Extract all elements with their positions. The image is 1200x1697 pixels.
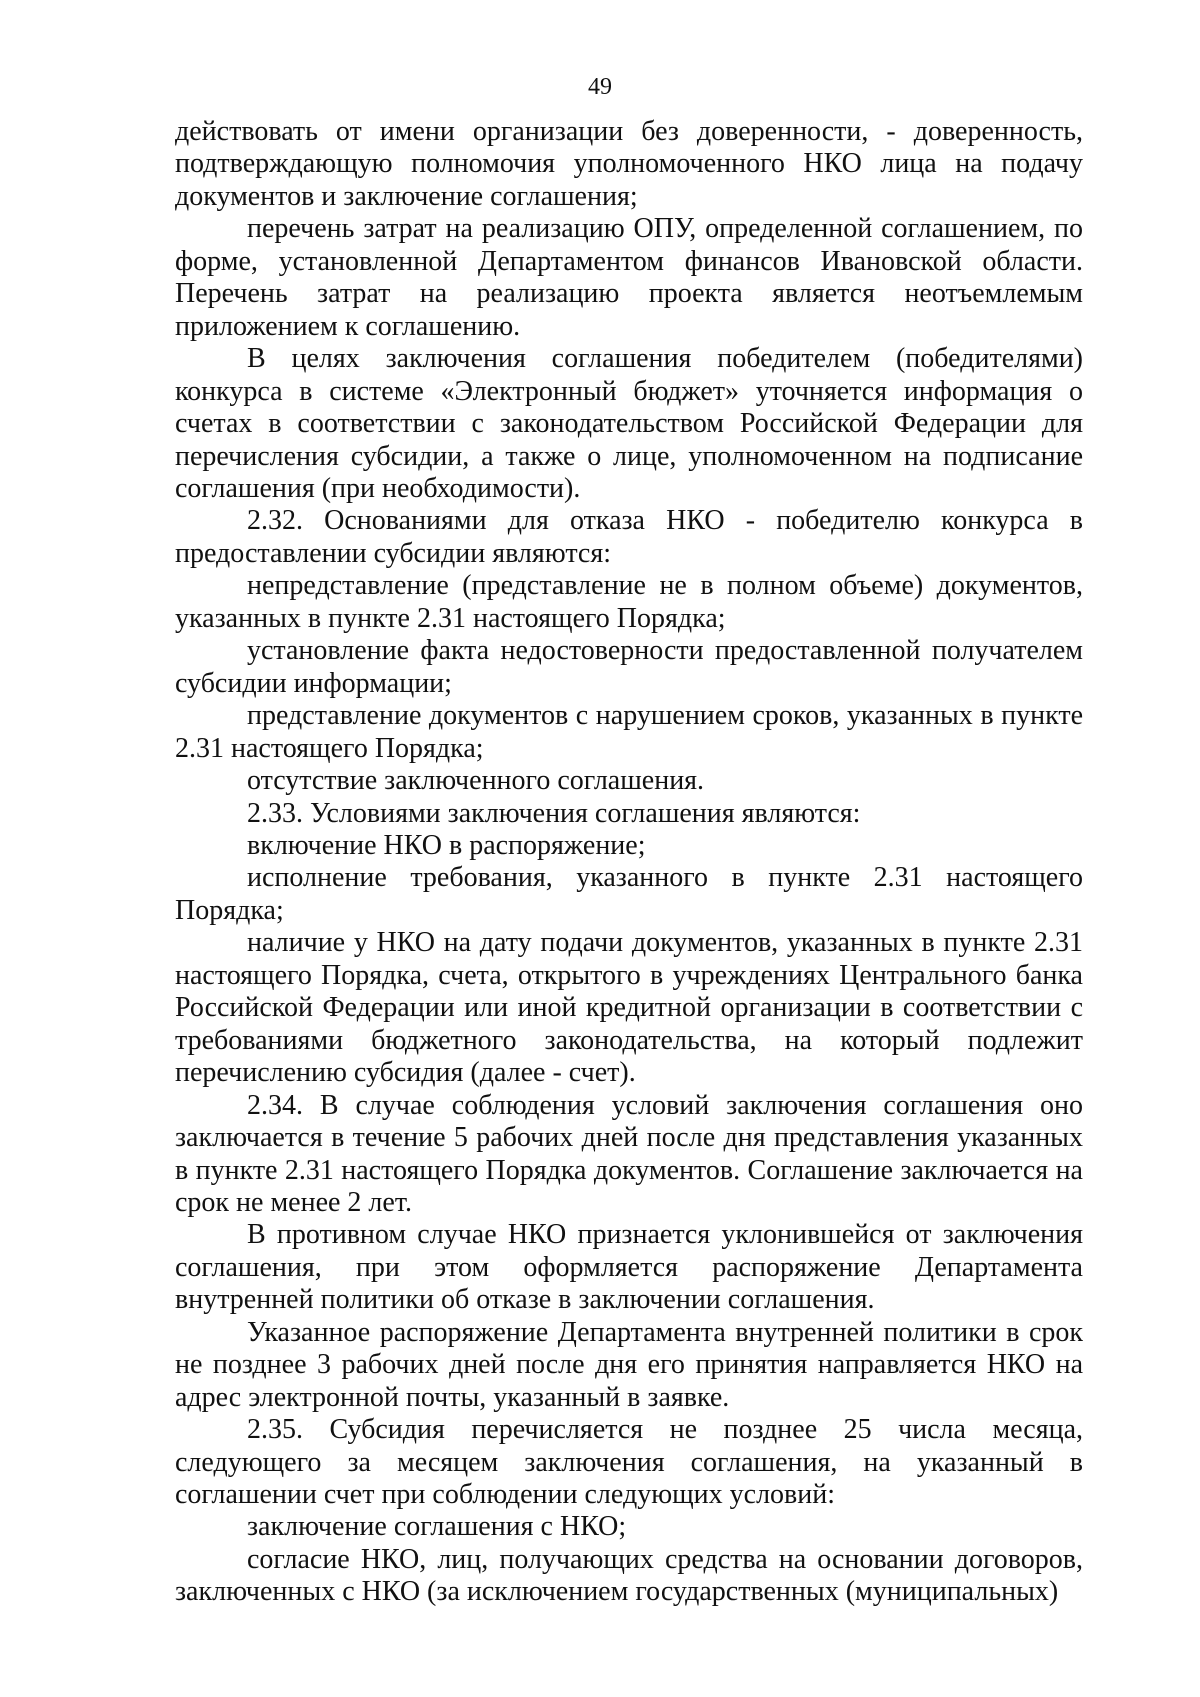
document-body — [175, 116, 1083, 1609]
list-item-unreliable-info: установление факта недостоверности предоставленной получателем субсидии информации; — [175, 635, 1083, 699]
paragraph-2-35: 2.35. Субсидия перечисляется не позднее 25 числа месяца, следующего за месяцем заключения соглашения, на указанный в соглашении счет при соблюдении следующих условий: — [175, 1414, 1083, 1511]
paragraph-2-32: 2.32. Основаниями для отказа НКО - победителю конкурса в предоставлении субсидии являются: — [175, 505, 1083, 569]
paragraph-2-34: 2.34. В случае соблюдения условий заключения соглашения оно заключается в течение 5 рабочих дней после дня представления указанных в пункте 2.31 настоящего Порядка документов. Соглашение заключается на срок не менее 2 лет. — [175, 1089, 1083, 1218]
list-item-non-submission: непредставление (представление не в полном объеме) документов, указанных в пункте 2.31 настоящего Порядка; — [175, 570, 1083, 634]
list-item-consent: согласие НКО, лиц, получающих средства на основании договоров, заключенных с НКО (за исключением государственных (муниципальных) — [175, 1543, 1083, 1608]
paragraph-evasion: В противном случае НКО признается уклонившейся от заключения соглашения, при этом оформляется распоряжение Департамента внутренней политики об отказе в заключении соглашения. — [175, 1219, 1083, 1316]
list-item-conclusion: заключение соглашения с НКО; — [247, 1511, 627, 1543]
paragraph-2-33: 2.33. Условиями заключения соглашения являются: — [247, 797, 861, 829]
paragraph-cost-list: перечень затрат на реализацию ОПУ, определенной соглашением, по форме, установленной Департаментом финансов Ивановской области. Перечень затрат на реализацию проекта является неотъемлемым приложением к соглашению. — [175, 213, 1083, 342]
page-number: 49 — [588, 74, 612, 100]
list-item-requirement: исполнение требования, указанного в пункте 2.31 настоящего Порядка; — [175, 862, 1083, 926]
list-item-account: наличие у НКО на дату подачи документов, указанных в пункте 2.31 настоящего Порядка, счета, открытого в учреждениях Центрального банка Российской Федерации или иной кредитной организации в соответствии с требованиями бюджетного законодательства, на который подлежит перечислению субсидия (далее - счет). — [175, 927, 1083, 1089]
paragraph-continuation: действовать от имени организации без доверенности, - доверенность, подтверждающую полномочия уполномоченного НКО лица на подачу документов и заключение соглашения; — [175, 116, 1083, 212]
list-item-no-agreement: отсутствие заключенного соглашения. — [247, 765, 705, 797]
paragraph-electronic-budget: В целях заключения соглашения победителем (победителями) конкурса в системе «Электронный бюджет» уточняется информация о счетах в соответствии с законодательством Российской Федерации для перечисления субсидии, а также о лице, уполномоченном на подписание соглашения (при необходимости). — [175, 343, 1083, 504]
list-item-late-submission: представление документов с нарушением сроков, указанных в пункте 2.31 настоящего Порядка; — [175, 700, 1083, 764]
list-item-inclusion: включение НКО в распоряжение; — [247, 829, 646, 861]
paragraph-notification: Указанное распоряжение Департамента внутренней политики в срок не позднее 3 рабочих дней после дня его принятия направляется НКО на адрес электронной почты, указанный в заявке. — [175, 1316, 1083, 1413]
